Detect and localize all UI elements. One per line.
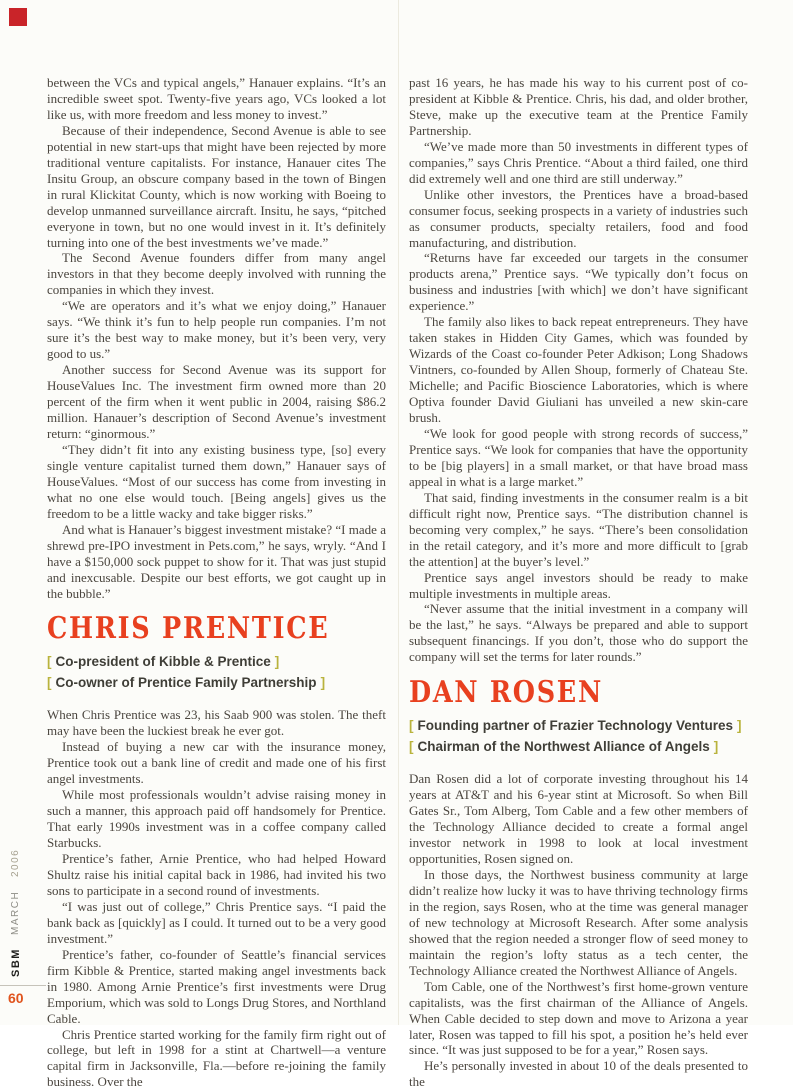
magazine-name: SBM [10,948,22,977]
paragraph: between the VCs and typical angels,” Hanauer explains. “It’s an incredible sweet spot. Twenty-five years ago, VCs looked a lot like us, with more freedom and less money to invest.” [47,75,386,122]
paragraph: Prentice says angel investors should be ready to make multiple investments in multiple areas. [409,569,748,601]
paragraph: Tom Cable, one of the Northwest’s first home-grown venture capitalists, was the first chairman of the Alliance of Angels. When Cable decided to step down and move to Arizona a year later, Rosen was tapped to fill his spot, a position he’s held ever since. “It was just supposed to be for a year,” Rosen says. [409,978,748,1058]
open-bracket: [ [409,718,414,734]
close-bracket: ] [737,718,742,734]
paragraph: Prentice’s father, co-founder of Seattle’s financial services firm Kibble & Prentice, started making angel investments back in 1980. Among Arnie Prentice’s first investments were Drug Emporium, which was sold to Longs Drug Stores, and Northland Cable. [47,946,386,1026]
section-subtitles [47,651,386,693]
paragraph: Instead of buying a new car with the insurance money, Prentice took out a bank line of credit and made one of his first angel investments. [47,739,386,787]
close-bracket: ] [274,654,280,670]
right-column [409,75,748,1090]
paragraph: The Second Avenue founders differ from many angel investors in that they become deeply involved with running the companies in which they invest. [47,250,386,298]
paragraph: Prentice’s father, Arnie Prentice, who had helped Howard Shultz raise his initial capital back in 1986, had invited his two sons to participate in a second round of investments. [47,851,386,898]
close-bracket: ] [320,675,326,691]
section-heading-dan-rosen: DAN ROSEN [409,675,603,711]
section-heading-wrap [47,611,386,647]
section-subtitle [409,736,748,757]
open-bracket: [ [47,654,52,670]
paragraph: And what is Hanauer’s biggest investment mistake? “I made a shrewd pre-IPO investment in Pets.com,” he says, wryly. “And I have a $150,000 sock puppet to show for it. That was just stupid and inexcusable. Despite our best efforts, we got caught up in the bubble.” [47,521,386,601]
section-subtitles [409,715,748,757]
paragraph: “We are operators and it’s what we enjoy doing,” Hanauer says. “We think it’s fun to help people run companies. I’m not sure it’s the best way to make money, but it’s been very, very good to us.” [47,298,386,362]
paragraph: In those days, the Northwest business community at large didn’t realize how lucky it was to have thriving technology firms in the region, says Rosen, who at the time was general manager of new technology at Microsoft Research. After some analysis showed that the region needed a stronger flow of seed money to maintain the region’s lofty status as a tech center, the Technology Alliance created the Northwest Alliance of Angels. [409,866,748,978]
open-bracket: [ [409,739,414,755]
issue-year: 2006 [10,849,21,878]
section-heading-wrap [409,675,748,711]
paragraph: While most professionals wouldn’t advise raising money in such a manner, this approach paid off handsomely for Prentice. That early 1990s investment was in a coffee company called Starbucks. [47,787,386,851]
paragraph: “We’ve made more than 50 investments in different types of companies,” says Chris Prentice. “About a third failed, one third did extremely well and one third are still underway.” [409,138,748,186]
close-bracket: ] [713,739,719,755]
left-column [47,75,386,1090]
section-body-text [409,771,748,1090]
paragraph: Another success for Second Avenue was its support for HouseValues Inc. The investment firm owned more than 20 percent of the firm when it went public in 2004, raising $86.2 million. Hanauer’s description of Second Avenue’s investment return: “ginormous.” [47,362,386,441]
paragraph: past 16 years, he has made his way to his current post of co-president at Kibble & Prentice. Chris, his dad, and older brother, Steve, make up the executive team at the Prentice Family Partnership. [409,75,748,138]
page-number: 60 [8,990,24,1006]
section-subtitle [409,715,748,736]
subtitle-text: Chairman of the Northwest Alliance of Angels [417,739,710,755]
spine-text [10,849,22,977]
paragraph: That said, finding investments in the consumer realm is a bit difficult right now, Prentice says. “The distribution channel is becoming very complex,” he says. “There’s been consolidation in the retail category, and it’s more and more difficult to [grab the attention] at the buyer’s level.” [409,489,748,569]
subtitle-text: Founding partner of Frazier Technology Ventures [417,718,734,734]
section-subtitle [47,672,386,693]
paragraph: Dan Rosen did a lot of corporate investing throughout his 14 years at AT&T and his 6-year stint at Microsoft. So when Bill Gates Sr., Tom Alberg, Tom Cable and a few other members of the Technology Alliance decided to create a formal angel investor network in 1998 to look at local investment opportunities, Rosen signed on. [409,771,748,867]
paragraph: When Chris Prentice was 23, his Saab 900 was stolen. The theft may have been the luckiest break he ever got. [47,707,386,739]
issue-month: MARCH [10,890,21,935]
paragraph: “They didn’t fit into any existing business type, [so] every single venture capitalist turned them down,” Hanauer says of HouseValues. “Most of our success has come from investing in what no one else would touch. [Being angels] gives us the freedom to be a little wacky and take bigger risks.” [47,441,386,521]
page-center-seam [398,0,399,1025]
paragraph: Chris Prentice started working for the family firm right out of college, but left in 1998 for a stint at Chartwell—a venture capital firm in Jacksonville, Fla.—before re-joining the family business. Over the [47,1026,386,1090]
section-subtitle [47,651,386,672]
paragraph: Unlike other investors, the Prentices have a broad-based consumer focus, seeking prospects in a variety of industries such as consumer products, specialty retailers, food and food manufacturing, and distribution. [409,186,748,250]
paragraph: “Never assume that the initial investment in a company will be the last,” he says. “Always be prepared and able to support subsequent financings. If you don’t, those who do support the company will set the terms for later rounds.” [409,601,748,665]
corner-red-square [9,8,27,26]
paragraph: “Returns have far exceeded our targets in the consumer products arena,” Prentice says. “We typically don’t focus on business and industries [with which] we don’t have significant experience.” [409,250,748,314]
subtitle-text: Co-owner of Prentice Family Partnership [55,675,317,691]
paragraph: The family also likes to back repeat entrepreneurs. They have taken stakes in Hidden City Games, which was founded by Wizards of the Coast co-founder Peter Adkison; Long Shadows Vintners, co-founded by Allen Shoup, formerly of Chateau Ste. Michelle; and Pacific Bioscience Laboratories, which is where Optiva founder David Giuliani has unveiled a new skin-care brush. [409,314,748,426]
paragraph: He’s personally invested in about 10 of the deals presented to the [409,1058,748,1090]
left-column-body-text [47,75,386,601]
paragraph: “I was just out of college,” Chris Prentice says. “I paid the bank back as [quickly] as I could. It turned out to be a very good investment.” [47,898,386,946]
section-body-text [47,707,386,1090]
folio-rule [0,985,46,986]
section-heading-chris-prentice: CHRIS PRENTICE [47,611,330,647]
paragraph: Because of their independence, Second Avenue is able to see potential in new start-ups that might have been rejected by more traditional venture capitalists. For instance, Hanauer cites The Insitu Group, an obscure company based in the town of Bingen in rural Klickitat County, which is now working with Boeing to develop unmanned surveillance aircraft. Insitu, he says, “pitched everyone in town, but no one would invest in it. It’s definitely turning into one of the best investments we’ve made.” [47,122,386,250]
subtitle-text: Co-president of Kibble & Prentice [55,654,271,670]
paragraph: “We look for good people with strong records of success,” Prentice says. “We look for companies that have the opportunity to be [big players] in a small market, or that have broad mass appeal in what is a large market.” [409,425,748,489]
right-column-body-text [409,75,748,665]
open-bracket: [ [47,675,52,691]
